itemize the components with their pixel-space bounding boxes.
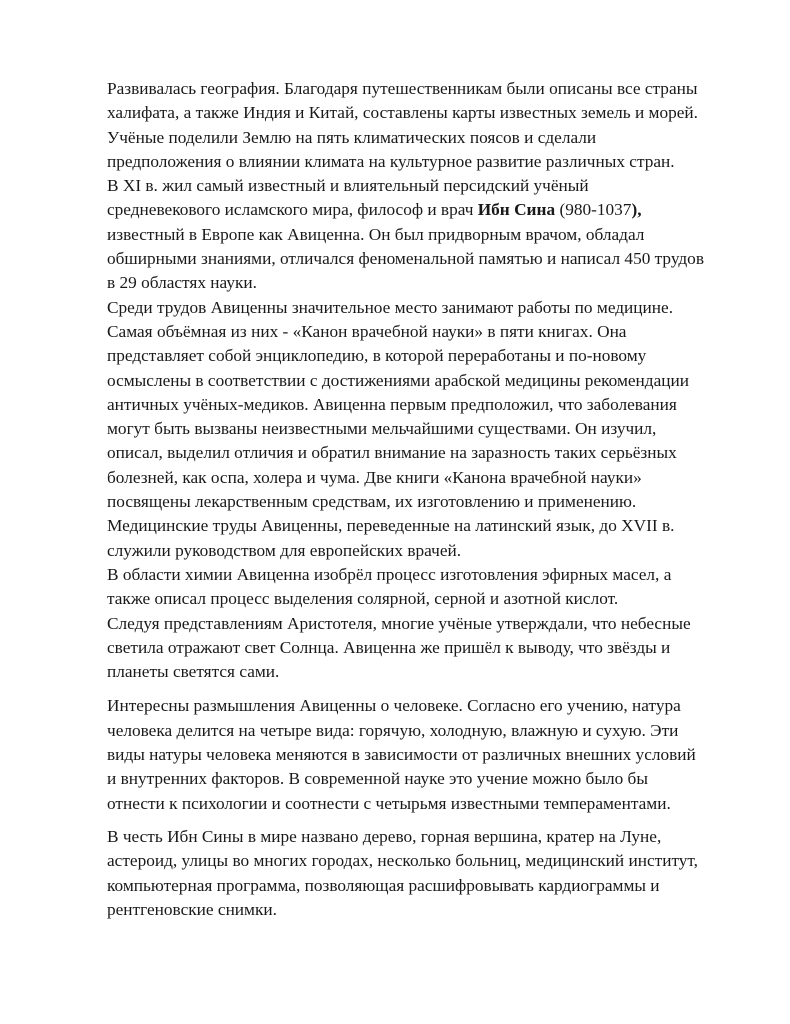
text-line: компьютерная программа, позволяющая расшифровывать кардиограммы и <box>107 875 660 895</box>
text-line: обширными знаниями, отличался феноменальной памятью и написал 450 трудов <box>107 249 704 269</box>
text-line: служили руководством для европейских врачей. <box>107 540 462 560</box>
ibn-sina-name: Ибн Сина <box>477 200 556 220</box>
paragraph-medicine <box>107 296 747 685</box>
text-line: и внутренних факторов. В современной науке это учение можно было бы <box>107 769 648 789</box>
text-line: болезней, как оспа, холера и чума. Две книги «Канона врачебной науки» <box>107 467 642 487</box>
text-line: Учёные поделили Землю на пять климатических поясов и сделали <box>107 127 597 147</box>
text-line: Среди трудов Авиценны значительное место занимают работы по медицине. <box>107 297 674 317</box>
paragraph-human-nature <box>107 694 747 815</box>
text-line: Следуя представлениям Аристотеля, многие учёные утверждали, что небесные <box>107 613 691 633</box>
text-line: известный в Европе как Авиценна. Он был придворным врачом, обладал <box>107 224 645 244</box>
text-segment: (980-1037 <box>555 200 632 220</box>
text-line: также описал процесс выделения солярной, серной и азотной кислот. <box>107 589 619 609</box>
paragraph-legacy <box>107 825 747 922</box>
text-segment: средневекового исламского мира, философ и врач <box>107 200 478 220</box>
text-line: Самая объёмная из них - «Канон врачебной науки» в пяти книгах. Она <box>107 321 627 341</box>
text-line: планеты светятся сами. <box>107 662 280 682</box>
text-line <box>107 198 747 222</box>
text-line: астероид, улицы во многих городах, несколько больниц, медицинский институт, <box>107 851 698 871</box>
text-line: светила отражают свет Солнца. Авиценна же пришёл к выводу, что звёзды и <box>107 637 671 657</box>
text-line: античных учёных-медиков. Авиценна первым предположил, что заболевания <box>107 394 677 414</box>
paragraph-ibn-sina-intro <box>107 174 747 295</box>
text-line: отнести к психологии и соотнести с четырьмя известными темпераментами. <box>107 793 671 813</box>
text-line: посвящены лекарственным средствам, их изготовлению и применению. <box>107 492 637 512</box>
text-line: Развивалась география. Благодаря путешественникам были описаны все страны <box>107 79 698 98</box>
text-line: осмыслены в соответствии с достижениями арабской медицины рекомендации <box>107 370 690 390</box>
text-line: В XI в. жил самый известный и влиятельный персидский учёный <box>107 176 589 196</box>
text-line: рентгеновские снимки. <box>107 899 277 919</box>
text-line: халифата, а также Индия и Китай, составлены карты известных земель и морей. <box>107 103 699 123</box>
text-line: предположения о влиянии климата на культурное развитие различных стран. <box>107 151 675 171</box>
document-body <box>107 77 747 922</box>
text-segment-bold: ), <box>631 200 642 220</box>
text-line: могут быть вызваны неизвестными мельчайшими существами. Он изучил, <box>107 419 657 439</box>
text-line: В честь Ибн Сины в мире названо дерево, горная вершина, кратер на Луне, <box>107 826 662 846</box>
text-line: человека делится на четыре вида: горячую, холодную, влажную и сухую. Эти <box>107 720 679 740</box>
text-line: описал, выделил отличия и обратил внимание на заразность таких серьёзных <box>107 443 677 463</box>
paragraph-geography <box>107 77 747 174</box>
text-line: представляет собой энциклопедию, в которой переработаны и по-новому <box>107 346 647 366</box>
text-line: Медицинские труды Авиценны, переведенные на латинский язык, до XVII в. <box>107 516 675 536</box>
text-line: Интересны размышления Авиценны о человеке. Согласно его учению, натура <box>107 696 681 716</box>
text-line: В области химии Авиценна изобрёл процесс изготовления эфирных масел, а <box>107 564 672 584</box>
text-line: виды натуры человека меняются в зависимости от различных внешних условий <box>107 745 696 765</box>
text-line: в 29 областях науки. <box>107 273 257 293</box>
